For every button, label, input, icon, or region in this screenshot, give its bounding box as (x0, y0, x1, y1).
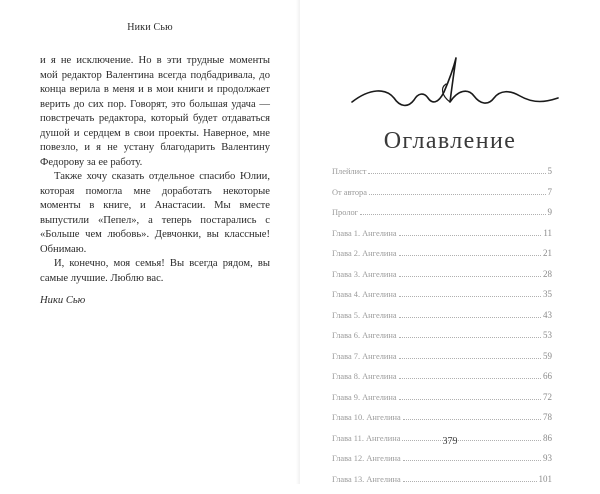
toc-entry[interactable] (332, 371, 552, 392)
toc-entry-page: 101 (539, 474, 553, 484)
toc-entry-label: Глава 1. Ангелина (332, 229, 397, 238)
dot-leader (399, 235, 542, 236)
toc-entry-page: 72 (543, 392, 552, 402)
dot-leader (403, 460, 541, 461)
toc-entry-label: Пролог (332, 208, 358, 217)
toc-entry-page: 5 (548, 166, 553, 176)
toc-entry-label: Глава 2. Ангелина (332, 249, 397, 258)
acknowledgements-text (40, 54, 270, 309)
paragraph: и я не исключение. Но в эти трудные моменты мой редактор Валентина всегда подбадривала, до конца верила в меня и в мои книги и продолжает верить до сих пор. Говорят, это большая удача — повстречать редактора, который будет отдаваться душой и сердцем в свои проекты. Наверное, мне повезло, и я не устану благодарить Валентину Федорову за ее работу. (40, 54, 270, 170)
toc-entry-page: 35 (543, 289, 552, 299)
dot-leader (399, 317, 541, 318)
toc-entry[interactable] (332, 453, 552, 474)
dot-leader (368, 173, 545, 174)
toc-entry-page: 53 (543, 330, 552, 340)
toc-entry-label: Глава 6. Ангелина (332, 331, 397, 340)
dot-leader (399, 378, 541, 379)
toc-entry-label: Глава 4. Ангелина (332, 290, 397, 299)
toc-entry-label: Глава 5. Ангелина (332, 311, 397, 320)
toc-entry[interactable] (332, 351, 552, 372)
toc-entry-label: Глава 8. Ангелина (332, 372, 397, 381)
dot-leader (399, 399, 541, 400)
left-page (0, 0, 300, 484)
toc-entry-page: 9 (548, 207, 553, 217)
dot-leader (403, 419, 541, 420)
toc-entry-label: Глава 13. Ангелина (332, 475, 401, 484)
toc-entry-page: 59 (543, 351, 552, 361)
toc-entry[interactable] (332, 248, 552, 269)
dot-leader (369, 194, 546, 195)
paragraph: И, конечно, моя семья! Вы всегда рядом, вы самые лучшие. Люблю вас. (40, 257, 270, 286)
toc-entry-page: 78 (543, 412, 552, 422)
toc-entry-page: 7 (548, 187, 553, 197)
dot-leader (399, 296, 541, 297)
toc-entry-page: 43 (543, 310, 552, 320)
toc-entry-label: Глава 7. Ангелина (332, 352, 397, 361)
toc-entry[interactable] (332, 310, 552, 331)
toc-entry-label: От автора (332, 188, 367, 197)
author-signature: Ники Сью (40, 294, 270, 309)
toc-entry-label: Глава 12. Ангелина (332, 454, 401, 463)
toc-entry[interactable] (332, 228, 552, 249)
dot-leader (403, 481, 537, 482)
toc-entry-page: 11 (543, 228, 552, 238)
paragraph: Также хочу сказать отдельное спасибо Юлии, которая помогла мне доработать некоторые моменты в книге, и Анастасии. Мы вместе выпустили «Пепел», а теперь постарались с «Больше чем любовь». Девчонки, вы классные! Обнимаю. (40, 170, 270, 257)
toc-entry[interactable] (332, 412, 552, 433)
quill-flourish-icon (350, 52, 560, 122)
toc-entry[interactable] (332, 187, 552, 208)
toc-entry-label: Плейлист (332, 167, 366, 176)
toc-entry-page: 93 (543, 453, 552, 463)
dot-leader (399, 358, 541, 359)
dot-leader (360, 214, 545, 215)
toc-entry-label: Глава 9. Ангелина (332, 393, 397, 402)
dot-leader (399, 255, 541, 256)
toc-entry[interactable] (332, 269, 552, 290)
toc-entry[interactable] (332, 166, 552, 187)
dot-leader (399, 337, 541, 338)
toc-entry-page: 86 (543, 433, 552, 443)
running-head: Ники Сью (0, 22, 300, 33)
toc-entry-label: Глава 10. Ангелина (332, 413, 401, 422)
toc-entry[interactable] (332, 289, 552, 310)
toc-entry-page: 28 (543, 269, 552, 279)
page-number: 379 (300, 436, 600, 447)
toc-entry-label: Глава 3. Ангелина (332, 270, 397, 279)
toc-title: Оглавление (300, 128, 600, 155)
toc-entry-page: 21 (543, 248, 552, 258)
dot-leader (399, 276, 541, 277)
toc-entry-page: 66 (543, 371, 552, 381)
toc-entry[interactable] (332, 330, 552, 351)
toc-entry-label: Глава 11. Ангелина (332, 434, 400, 443)
toc-entry[interactable] (332, 392, 552, 413)
toc-entry[interactable] (332, 207, 552, 228)
